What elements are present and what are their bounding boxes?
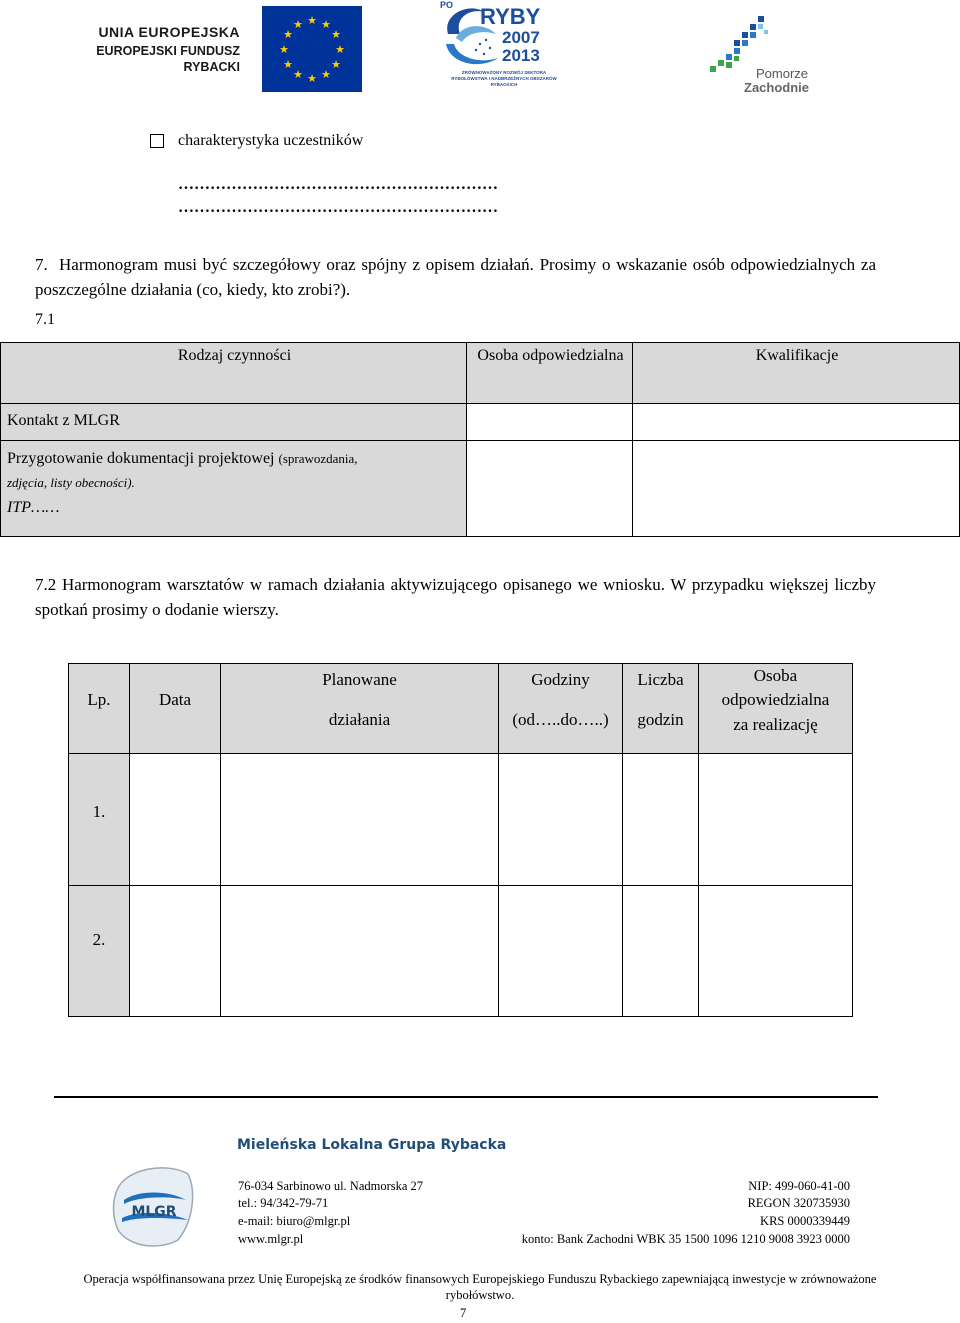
section-7-2-paragraph: 7.2 Harmonogram warsztatów w ramach działania aktywizującego opisanego we wniosku. W przypadku większej liczby spotkań prosimy o dodanie wierszy. (35, 575, 876, 619)
table-row-documentation (0, 440, 467, 537)
row-1-hours-cell[interactable] (498, 753, 623, 886)
header-hours-line2: (od…..do…..) (512, 710, 609, 729)
header-planned-line1: Planowane (322, 670, 397, 689)
mlgr-logo-icon (108, 1160, 200, 1252)
po-ryby-subtitle: ZRÓWNOWAŻONY ROZWÓJ SEKTORA RYBOŁÓWSTWA I NADBRZEŻNYCH OBSZARÓW RYBACKICH (451, 70, 557, 87)
po-ryby-year-start: 2007 (502, 28, 540, 47)
row-2-hours-cell[interactable] (498, 885, 623, 1017)
header-responsible-person-label: Osoba odpowiedzialna (477, 347, 624, 364)
section-7-1-label: 7.1 (35, 311, 55, 328)
zachodnie-label: Zachodnie (744, 80, 810, 95)
footer-regon: REGON 320735930 (747, 1196, 850, 1210)
footer-org-name: Mieleńska Lokalna Grupa Rybacka (237, 1137, 507, 1153)
header-responsible-person (466, 342, 633, 404)
header-hour-count-line1: Liczba (637, 670, 684, 689)
footer-address: 76-034 Sarbinowo ul. Nadmorska 27 (238, 1179, 424, 1193)
header-date (129, 663, 221, 754)
header-hours-line1: Godziny (531, 670, 590, 689)
svg-text:★: ★ (283, 58, 293, 71)
header-responsible (698, 663, 853, 754)
svg-text:★: ★ (293, 68, 303, 81)
fill-in-line-1: …………………………………………………… (178, 176, 498, 193)
eu-line1: UNIA EUROPEJSKA (98, 24, 240, 40)
eu-flag-icon (262, 6, 362, 92)
svg-text:★: ★ (307, 72, 317, 85)
header-activity-type-label: Rodzaj czynności (177, 347, 292, 364)
footer-website[interactable]: www.mlgr.pl (238, 1232, 304, 1246)
footer-bank-account: konto: Bank Zachodni WBK 35 1500 1096 1210 9008 3923 0000 (521, 1232, 850, 1246)
pomorze-zachodnie-logo (708, 14, 828, 94)
header-qualifications-label: Kwalifikacje (755, 347, 839, 364)
row-1-hour-count-cell[interactable] (622, 753, 699, 886)
header-responsible-line3: za realizację (733, 715, 818, 734)
header-lp-label: Lp. (87, 690, 111, 709)
header-hour-count-line2: godzin (637, 710, 684, 729)
header-qualifications (632, 342, 960, 404)
row-1-activities-cell[interactable] (220, 753, 499, 886)
contact-responsible-cell[interactable] (466, 403, 633, 441)
row-2-date-cell[interactable] (129, 885, 221, 1017)
row-1-number: 1. (92, 802, 106, 821)
po-ryby-po: PO (440, 0, 454, 10)
responsibility-table (0, 342, 960, 537)
svg-text:★: ★ (331, 58, 341, 71)
documentation-description (7, 447, 457, 495)
header-date-label: Data (158, 690, 192, 709)
po-ryby-year-end: 2013 (502, 46, 540, 65)
row-1-responsible-cell[interactable] (698, 753, 853, 886)
header-planned-activities (220, 663, 499, 754)
cofinancing-note: Operacja współfinansowana przez Unię Europejską ze środków finansowych Europejskiego Funduszu Rybackiego zapewniającą inwestycje w zrównoważone rybołówstwo. (83, 1272, 877, 1302)
po-ryby-name: RYBY (480, 4, 541, 29)
eu-fund-logo (40, 6, 345, 92)
footer-nip: NIP: 499-060-41-00 (748, 1179, 850, 1193)
section-7-text: Harmonogram musi być szczegółowy oraz spójny z opisem działań. Prosimy o wskazanie osób odpowiedzialnych za poszczególne działania (co, kiedy, kto zrobi?). (35, 255, 876, 299)
pomorze-label: Pomorze (756, 66, 809, 81)
table-row-contact (0, 403, 467, 441)
po-ryby-logo (440, 0, 564, 90)
fill-in-line-2: …………………………………………………… (178, 199, 498, 216)
mlgr-logo-text: MLGR (131, 1204, 177, 1220)
svg-text:★: ★ (321, 18, 331, 31)
svg-text:★: ★ (293, 18, 303, 31)
header-hours (498, 663, 623, 754)
svg-text:★: ★ (283, 28, 293, 41)
table-row-1-lp (68, 753, 130, 886)
header-hour-count (622, 663, 699, 754)
row-2-activities-cell[interactable] (220, 885, 499, 1017)
checkbox-label: charakterystyka uczestników (178, 132, 364, 149)
footer-krs: KRS 0000339449 (760, 1214, 850, 1228)
svg-text:★: ★ (331, 28, 341, 41)
documentation-italic-text: zdjęcia, listy obecności). (7, 475, 135, 490)
eu-fund-text (40, 24, 240, 74)
documentation-qualifications-cell[interactable] (632, 440, 960, 537)
footer-divider (54, 1096, 878, 1098)
header-activity-type (0, 342, 467, 404)
row-2-hour-count-cell[interactable] (622, 885, 699, 1017)
contact-qualifications-cell[interactable] (632, 403, 960, 441)
page-number: 7 (460, 1306, 467, 1320)
header-planned-line2: działania (328, 710, 391, 729)
footer-phone: tel.: 94/342-79-71 (238, 1196, 329, 1210)
section-7-number: 7. (35, 255, 48, 274)
itp-label: ITP…… (7, 499, 60, 516)
svg-text:★: ★ (321, 68, 331, 81)
participants-checkbox-row[interactable] (150, 132, 363, 150)
eu-line3: RYBACKI (183, 60, 240, 74)
header-responsible-line2: odpowiedzialna (721, 690, 830, 709)
row-2-responsible-cell[interactable] (698, 885, 853, 1017)
svg-text:★: ★ (279, 43, 289, 56)
footer-email[interactable]: e-mail: biuro@mlgr.pl (238, 1214, 351, 1228)
checkbox-icon[interactable] (150, 134, 164, 148)
contact-mlgr-label: Kontakt z MLGR (7, 412, 120, 429)
svg-text:★: ★ (307, 14, 317, 27)
documentation-main-text: Przygotowanie dokumentacji projektowej (7, 450, 275, 467)
svg-text:★: ★ (335, 43, 345, 56)
pomorze-zachodnie-mosaic-icon (708, 14, 828, 74)
table-row-2-lp (68, 885, 130, 1017)
workshop-schedule-table (68, 663, 853, 1017)
section-7-paragraph (35, 252, 876, 302)
documentation-responsible-cell[interactable] (466, 440, 633, 537)
header-responsible-line1: Osoba (753, 666, 798, 685)
documentation-small-text: (sprawozdania, (278, 451, 358, 466)
header-lp (68, 663, 130, 754)
eu-line2: EUROPEJSKI FUNDUSZ (96, 44, 240, 58)
row-1-date-cell[interactable] (129, 753, 221, 886)
row-2-number: 2. (92, 930, 106, 949)
